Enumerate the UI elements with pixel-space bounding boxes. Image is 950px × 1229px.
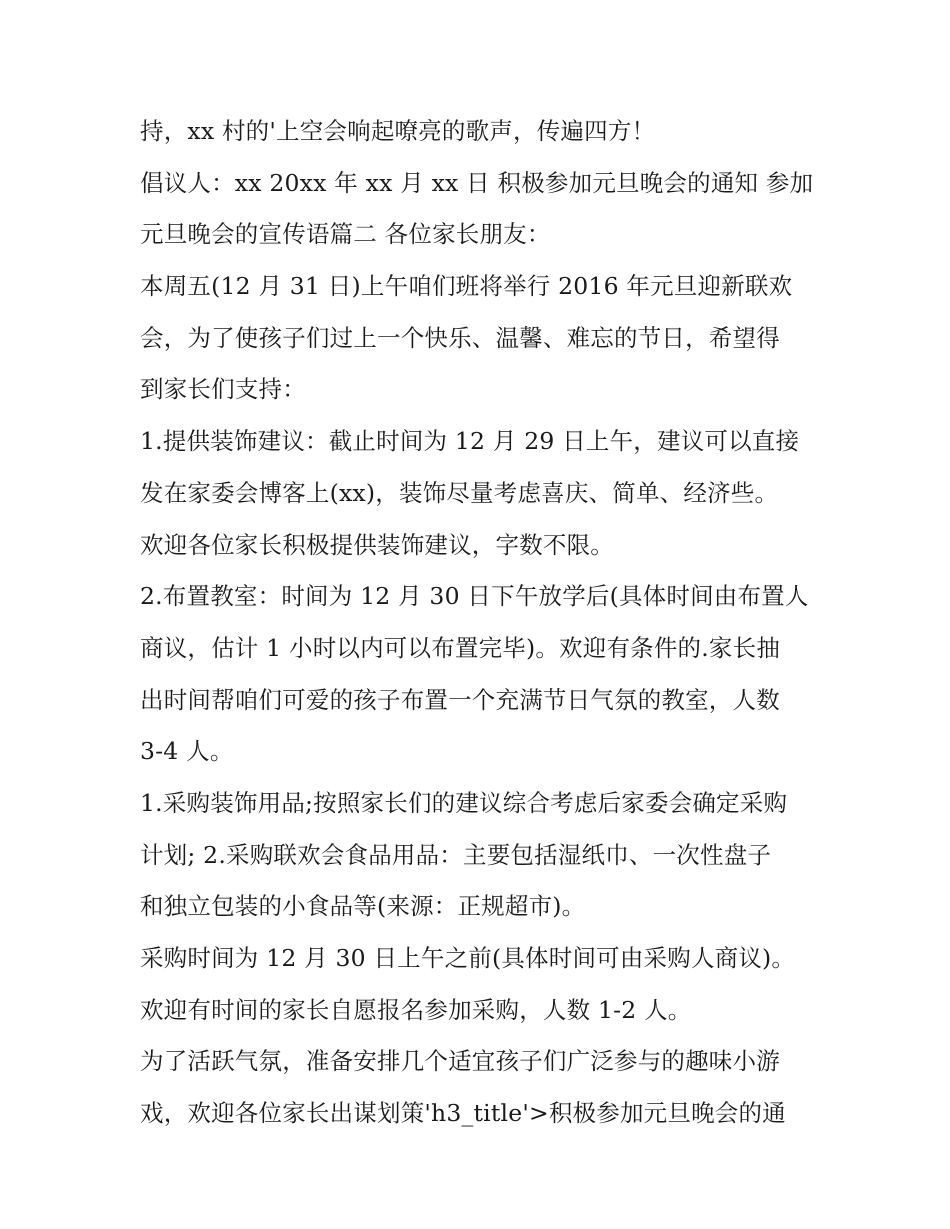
text-line: 计划; 2.采购联欢会食品用品：主要包括湿纸巾、一次性盘子 [140, 840, 772, 869]
text-line: 发在家委会博客上(xx)，装饰尽量考虑喜庆、简单、经济些。 [140, 478, 779, 507]
text-line: 和独立包装的小食品等(来源：正规超市)。 [140, 892, 586, 921]
text-line: 2.布置教室：时间为 12 月 30 日下午放学后(具体时间由布置人 [140, 582, 809, 611]
text-line: 会，为了使孩子们过上一个快乐、温馨、难忘的节日，希望得 [140, 323, 780, 352]
text-line: 为了活跃气氛，准备安排几个适宜孩子们广泛参与的趣味小游 [140, 1047, 780, 1076]
text-line: 欢迎有时间的家长自愿报名参加采购，人数 1-2 人。 [140, 995, 692, 1024]
text-line: 1.采购装饰用品;按照家长们的建议综合考虑后家委会确定采购 [140, 788, 788, 817]
text-line: 持，xx 村的'上空会响起嘹亮的歌声，传遍四方！ [140, 117, 656, 145]
text-line: 采购时间为 12 月 30 日上午之前(具体时间可由采购人商议)。 [140, 944, 796, 972]
text-line: 本周五(12 月 31 日)上午咱们班将举行 2016 年元旦迎新联欢 [140, 272, 793, 301]
text-line: 戏，欢迎各位家长出谋划策'h3_title'>积极参加元旦晚会的通 [140, 1099, 786, 1128]
text-line: 倡议人：xx 20xx 年 xx 月 xx 日 积极参加元旦晚会的通知 参加 [140, 168, 814, 197]
text-line: 欢迎各位家长积极提供装饰建议，字数不限。 [140, 530, 614, 559]
document-body [140, 106, 830, 1140]
text-line: 商议，估计 1 小时以内可以布置完毕)。欢迎有条件的.家长抽 [140, 633, 781, 662]
text-line: 到家长们支持： [140, 375, 306, 404]
text-line: 3-4 人。 [140, 737, 234, 766]
text-line: 1.提供装饰建议：截止时间为 12 月 29 日上午，建议可以直接 [140, 427, 800, 456]
text-line: 出时间帮咱们可爱的孩子布置一个充满节日气氛的教室，人数 [140, 685, 780, 714]
text-line: 元旦晚会的宣传语篇二 各位家长朋友： [140, 220, 551, 249]
